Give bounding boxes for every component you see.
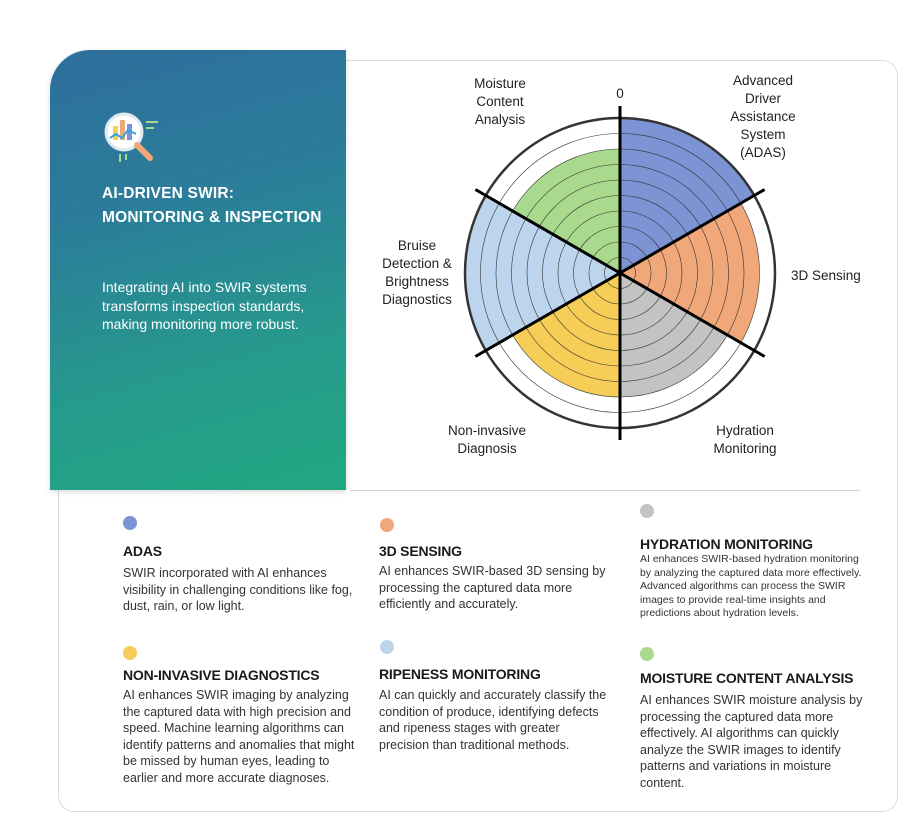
chart-magnifier-icon (100, 108, 170, 172)
adas-color-dot (123, 516, 137, 530)
non-invasive-diagnostics-description: AI enhances SWIR imaging by analyzing the captured data with high precision and speed. Machine learning algorithms can identify patterns and anomalies that might be missed by human eyes, leading to earlier and more accurate diagnoses. (123, 688, 355, 785)
hydration-monitoring-color-dot (640, 504, 654, 518)
hydration-monitoring-title: HYDRATION MONITORING (640, 536, 813, 552)
moisture-content-analysis-color-dot (640, 647, 654, 661)
3d-sensing-title: 3D SENSING (379, 543, 462, 559)
ripeness-monitoring-color-dot (380, 640, 394, 654)
moisture-content-analysis-description: AI enhances SWIR moisture analysis by processing the captured data more effectively. AI algorithms can quickly analyze the SWIR images to identify patterns and variations in moisture content. (640, 693, 863, 790)
category-label: Advanced Driver Assistance System (ADAS) (730, 73, 796, 160)
ripeness-monitoring-description: AI can quickly and accurately classify the condition of produce, identifying defects and ripeness stages with greater precision than traditional methods. (379, 688, 607, 752)
intro-panel (50, 50, 346, 490)
ripeness-monitoring-title: RIPENESS MONITORING (379, 666, 541, 682)
adas-title: ADAS (123, 543, 162, 559)
moisture-content-analysis-title: MOISTURE CONTENT ANALYSIS (640, 670, 854, 686)
category-label: Moisture Content Analysis (474, 76, 526, 127)
category-label: Non-invasive Diagnosis (447, 423, 527, 456)
polar-area-chart (355, 70, 885, 480)
non-invasive-diagnostics-title: NON-INVASIVE DIAGNOSTICS (123, 667, 320, 683)
category-label: Bruise Detection & Brightness Diagnostics (382, 238, 452, 307)
non-invasive-diagnostics-color-dot (123, 646, 137, 660)
section-divider (350, 490, 860, 491)
category-label: 3D Sensing (791, 268, 861, 283)
hydration-monitoring-description: AI enhances SWIR-based hydration monitoring by analyzing the captured data more effectively. Advanced algorithms can process the SWIR images to provide real-time insights and predictions about hydration levels. (640, 553, 862, 619)
axis-zero-label: 0 (616, 86, 624, 101)
adas-description: SWIR incorporated with AI enhances visibility in challenging conditions like fog, dust, rain, or low light. (123, 566, 353, 613)
3d-sensing-description: AI enhances SWIR-based 3D sensing by processing the captured data more efficiently and accurately. (379, 564, 606, 611)
3d-sensing-color-dot (380, 518, 394, 532)
panel-title: AI-DRIVEN SWIR: MONITORING & INSPECTION (102, 185, 322, 226)
panel-description: Integrating AI into SWIR systems transforms inspection standards, making monitoring more robust. (102, 279, 307, 332)
category-label: Hydration Monitoring (713, 423, 777, 456)
